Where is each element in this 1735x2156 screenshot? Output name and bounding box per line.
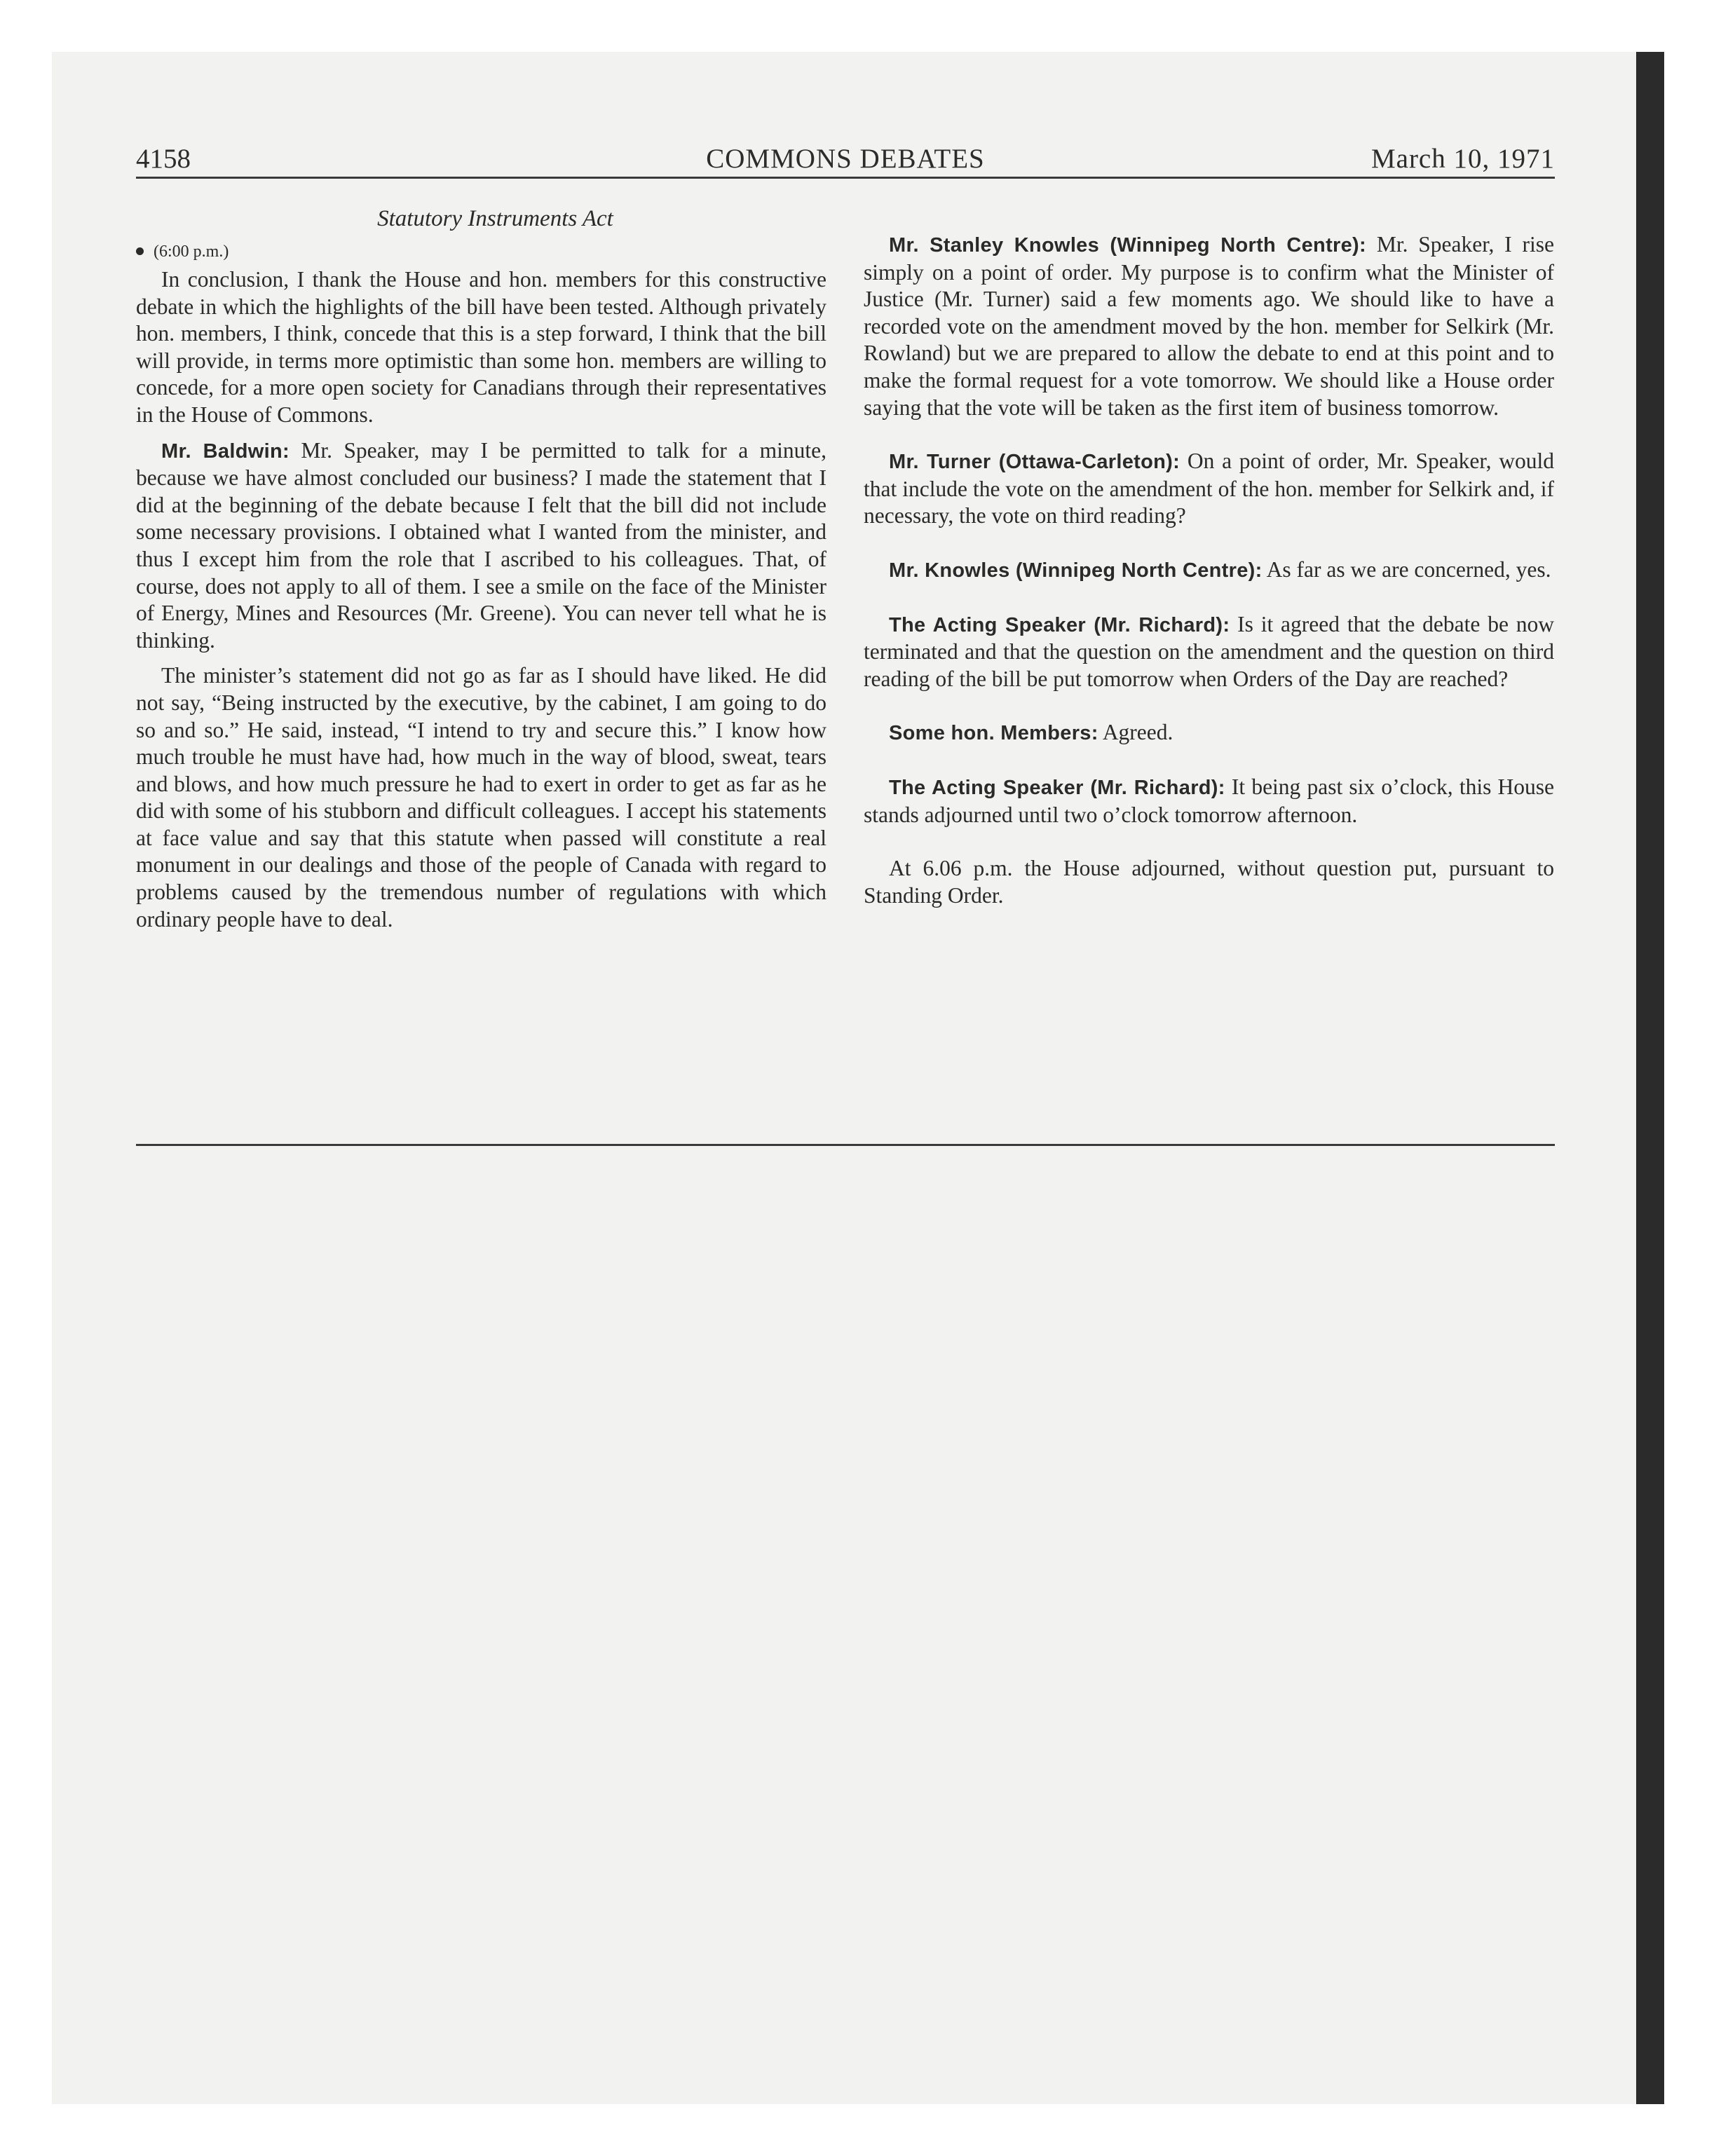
scan-dark-edge (1636, 52, 1664, 2104)
paragraph-text: Agreed. (1102, 720, 1173, 745)
speaker-name: The Acting Speaker (Mr. Richard): (889, 613, 1230, 636)
bullet-icon (136, 247, 144, 255)
paragraph-text: Mr. Speaker, I rise simply on a point of order. My purpose is to confirm what the Minister of Justice (Mr. Turner) said a few moments ago. We should like to have a recorded vote on the amendment moved by the hon. member for Selkirk (Mr. Rowland) but we are prepared to allow the debate to end at this point and to make the formal request for a vote tomorrow. We should like a House order saying that the vote will be taken as the first item of business tomorrow. (864, 232, 1554, 420)
speaker-name: Mr. Knowles (Winnipeg North Centre): (889, 559, 1263, 582)
speaker-name: Some hon. Members: (889, 722, 1098, 745)
speaker-name: The Acting Speaker (Mr. Richard): (889, 776, 1225, 799)
publication-title: COMMONS DEBATES (706, 144, 985, 174)
paragraph-text: The minister’s statement did not go as far as I should have liked. He did not say, “Being instructed by the executive, by the cabinet, I am going to do so and so.” He said, instead, “I intend to try and secure this.” I know how much trouble he must have had, how much in the way of blood, sweat, tears and blows, and how much pressure he had to exert in order to get as far as he did with some of his stubborn and difficult colleagues. I accept his statements at face value and say that this statute when passed will constitute a real monument in our dealings and those of the people of Canada with regard to problems caused by the tremendous number of regulations with which ordinary people have to deal. (136, 663, 826, 932)
paragraph-text: Is it agreed that the debate be now terminated and that the question on the amendment and the question on third reading of the bill be put tomorrow when Orders of the Day are reached? (864, 611, 1555, 691)
speaker-name: Mr. Stanley Knowles (Winnipeg North Centre): (889, 234, 1366, 257)
paragraph-text: As far as we are concerned, yes. (1266, 557, 1551, 582)
time-stamp (136, 240, 826, 264)
header-rule (136, 177, 1555, 179)
paragraph-text: On a point of order, Mr. Speaker, would that include the vote on the amendment of the hon. member for Selkirk and, if necessary, the vote on third reading? (864, 449, 1554, 528)
speaker-name: Mr. Turner (Ottawa-Carleton): (889, 451, 1181, 474)
page-header (136, 139, 1555, 175)
paragraph (864, 611, 1554, 693)
paragraph (864, 719, 1554, 747)
paragraph (864, 774, 1554, 828)
paragraph (864, 231, 1554, 421)
time-stamp-text: (6:00 p.m.) (154, 243, 229, 261)
paragraph-text: At 6.06 p.m. the House adjourned, without question put, pursuant to Standing Order. (864, 856, 1554, 908)
section-title: Statutory Instruments Act (377, 206, 613, 231)
paragraph-text: Mr. Speaker, may I be permitted to talk for a minute, because we have almost concluded our business? I made the statement that I did at the beginning of the debate because I felt that the bill did not include some necessary provisions. I obtained what I wanted from the minister, and thus I except him from the role that I ascribed to his colleagues. That, of course, does not apply to all of them. I see a smile on the face of the Minister of Energy, Mines and Resources (Mr. Greene). You can never tell what he is thinking. (136, 437, 826, 653)
paragraph (136, 662, 826, 933)
paragraph (864, 557, 1554, 585)
speaker-name: Mr. Baldwin: (161, 439, 290, 463)
paragraph (864, 855, 1554, 909)
footer-rule (136, 1144, 1555, 1146)
paragraph-text: It being past six o’clock, this House stands adjourned until two o’clock tomorrow afternoon. (864, 774, 1555, 827)
paragraph (136, 437, 826, 655)
right-column (864, 231, 1554, 936)
paragraph-text: In conclusion, I thank the House and hon. members for this constructive debate in which the highlights of the bill have been tested. Although privately hon. members, I think, concede that this is a step forward, I think that the bill will provide, in terms more optimistic than some hon. members are willing to concede, for a more open society for Canadians through their representatives in the House of Commons. (136, 267, 826, 427)
paragraph (864, 448, 1554, 530)
page-number: 4158 (136, 144, 191, 174)
paragraph (136, 266, 826, 429)
page-date: March 10, 1971 (1370, 144, 1555, 174)
left-column (136, 205, 826, 941)
